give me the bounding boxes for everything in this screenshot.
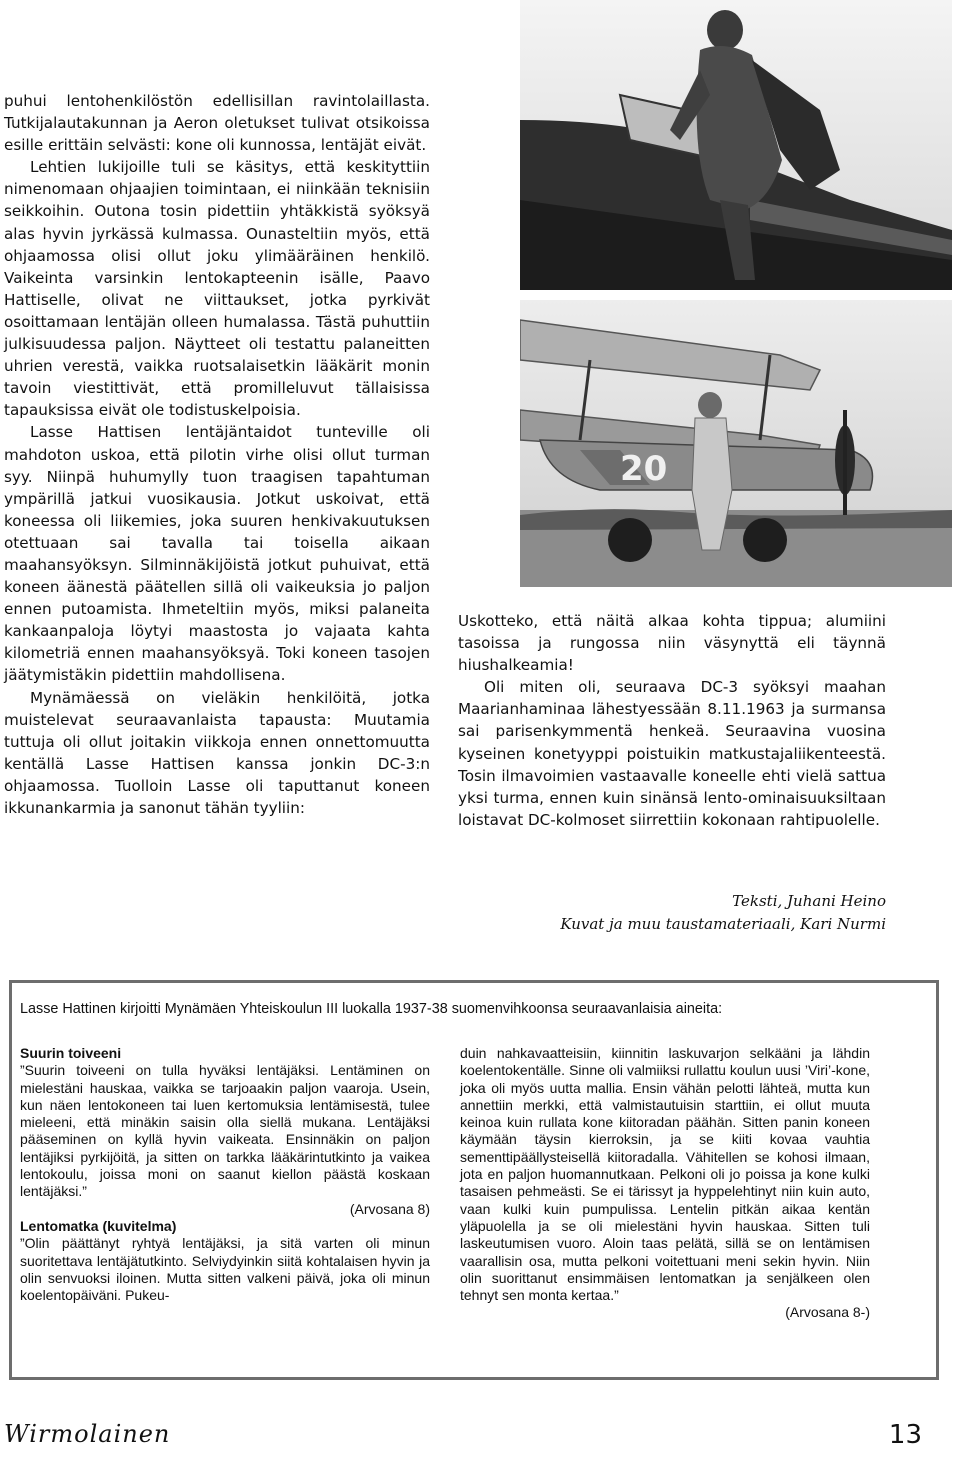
article-paragraph: puhui lentohenkilöstön edellisillan ravintolaillasta. Tutkijalautakunnan ja Aeron oletukset tulivat otsikoissa esille erittäin selvästi: kone oli kunnossa, lentäjät eivät. [4, 92, 430, 155]
article-paragraph: Oli miten oli, seuraava DC-3 syöksyi maahan Maarianhaminaa lähestyessään 8.11.1963 ja surmansa sai parisenkymmentä henkeä. Seuraavina vuosina kyseinen konetyyppi poistuikin matkustajaliikenteestä. Tosin ilmavoimien vastaavalle koneelle ehti vielä sattua yksi turma, ennen kuin sinänsä lento-ominaisuuksiltaan loistavat DC-kolmoset siirrettiin kokonaan rahtipuolelle. [458, 678, 886, 829]
essay-box [9, 980, 939, 1380]
essay2-text-continued: duin nahkavaatteisiin, kiinnitin laskuvarjon selkääni ja lähdin koelentokentälle. Sinne oli valmiiksi rullattu koulun uusi ’Viri’-kone, joka oli myös uutta mallia. Ensin vähän pelotti lähteä, mutta kun annettiin merkki, että valmistautuisin starttiin, ei ollut muuta keinoa kuin rullata kone kiitoradan päähän. Sitten panin koneen käymään täysin kierroksin, ja se kiiti kovaa vauhtia sementtipäällysteisellä kiitoradalla. Vähitellen se kohosi ilmaan, jota en paljon huomannutkaan. Pelkoni oli jo poissa ja kone kulki tasaisen pehmeästi. Se ei tärissyt ja hyppelehtinyt niin kuin auto, vaan kulki kuin pumpulissa. Lentelin pitkän aikaa kentän yläpuolella ja se oli mielestäni hyvin hauskaa. Sitten tuli laskeutumisen vuoro. Aloin taas pelätä, sillä se on lentämisen vaarallisin osa, mutta pelkoni voitettuani meni sekin hyvin. Niin olin suorittanut ensimmäisen lentomatkan ja senjälkeen olen tehnyt sen monta kertaa.” [460, 1045, 870, 1304]
cockpit-photo-image [520, 0, 952, 290]
essay2-heading: Lentomatka (kuvitelma) [20, 1217, 177, 1234]
essay2-grade: (Arvosana 8-) [785, 1304, 870, 1321]
essay1-grade: (Arvosana 8) [349, 1200, 430, 1217]
article-paragraph: Mynämäessä on vieläkin henkilöitä, jotka muistelevat seuraavanlaista tapausta: Muutamia tuttuja oli ollut joitakin viikkoja ennen onnettomuutta kentällä Lasse Hattisen kanssa jonkin DC-3:n ohjaamossa. Tuolloin Lasse oli taputtanut koneen ikkunankarmia ja sanonut tähän tyyliin: [4, 688, 430, 817]
essay-box-left-column [20, 1045, 430, 1304]
pilot-standing-by-biplane-photo [520, 300, 952, 587]
pilot-climbing-into-cockpit-photo [520, 0, 952, 290]
article-paragraph: Lasse Hattisen lentäjäntaidot tunteville oli mahdoton uskoa, että pilotin virhe olisi ollut turman syy. Niinpä huhumylly tuon traagisen tapahtuman ympärillä jatkui vuosikausia. Jotkut uskoivat, että koneessa oli liikemies, joka suuren henkivakuutuksen otettuaan sai tavalla tai toisella aikaan maahansyöksyn. Silminnäkijöistä jotkut puhuivat, että koneen äänestä päätellen sillä oli vaikeuksia jo paljon ennen putoamista. Ihmeteltiin myös, miksi palaneita kankaanpaloja löytyi maastosta jo vajaata kahta kilometriä ennen maahansyöksyä. Toki koneen tasojen jäätymistäkin pidettiin mahdollisena. [4, 423, 430, 685]
biplane-photo-image [520, 300, 952, 587]
article-right-column [458, 610, 886, 831]
essay-box-right-column [460, 1045, 870, 1322]
essay2-text-start: ”Olin päättänyt ryhtyä lentäjäksi, ja sitä varten oli minun suoritettava lentäjätutkinto. Selviydyinkin siitä kohtalaisen hyvin ja olin senvuoksi iloinen. Mutta sitten valkeni päivä, joka oli minun koelentopäiväni. Pukeu- [20, 1235, 430, 1304]
page-number: 13 [888, 1420, 922, 1450]
article-paragraph: Uskotteko, että näitä alkaa kohta tippua; alumiini tasoissa ja rungossa niin väsynyttä eli täynnä hiushalkeamia! [458, 612, 886, 675]
essay1-heading: Suurin toiveeni [20, 1045, 122, 1061]
credit-photos: Kuvat ja muu taustamateriaali, Kari Nurmi [560, 915, 886, 933]
essay1-text: ”Suurin toiveeni on tulla hyväksi lentäjäksi. Lentäminen on mielestäni hauskaa, vaikka se tarjoaakin paljon vaaroja. Usein, kun näen lentokoneen tai luen kertomuksia lentämisestä, tulee mieleeni, että minäkin saisin olla siellä mukana. Lentäjäksi pääseminen on kyllä hyvin vaikeata. Ensinnäkin on paljon lentäjiksi pyrkijöitä, ja sitten on tarkka lääkärintutkinto ja vaikea lentokoulu, joissa moni on saanut kiellon päästä koskaan lentäjäksi.” [20, 1062, 430, 1200]
magazine-logo: Wirmolainen [4, 1420, 171, 1448]
article-credits [458, 890, 886, 936]
article-left-column [4, 90, 430, 819]
essay-box-title: Lasse Hattinen kirjoitti Mynämäen Yhteiskoulun III luokalla 1937-38 suomenvihkoonsa seuraavanlaisia aineita: [20, 1001, 723, 1017]
credit-text: Teksti, Juhani Heino [732, 892, 886, 910]
article-paragraph: Lehtien lukijoille tuli se käsitys, että keskityttiin nimenomaan ohjaajien toimintaan, ei niinkään teknisiin seikkoihin. Outona tosin pidettiin yhtäkkistä syöksyä alas hyvin jyrkässä kulmassa. Ounasteltiin myös, että ohjaamossa olisi ollut joku ylimääräinen henkilö. Vaikeinta varsinkin lentokapteenin isälle, Paavo Hattiselle, olivat ne viittaukset, jotka pyrkivät osoittamaan lentäjän olleen humalassa. Tästä puhuttiin julkisuudessa paljon. Näytteet oli testattu palaneitten uhrien verestä, vaikka ruotsalaisetkin lääkärit monin tavoin viestittivät, että promilleluvut tällaisissa tapauksissa eivät ole todistuskelpoisia. [4, 158, 430, 420]
plane-marking: 20 [620, 449, 668, 489]
